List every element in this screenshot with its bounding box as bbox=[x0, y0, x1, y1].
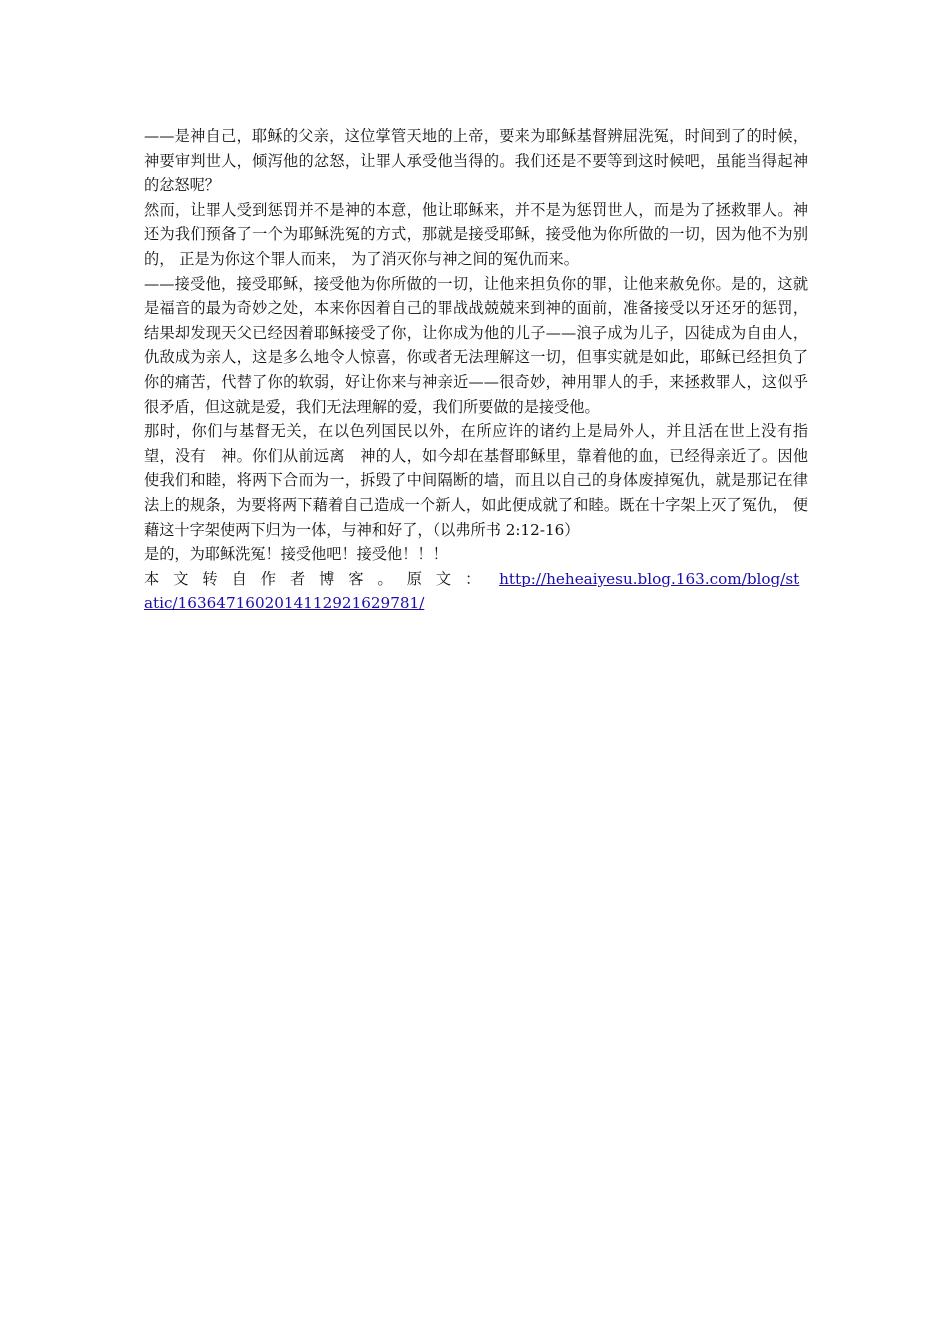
paragraph-exhortation: 是的，为耶稣洗冤！接受他吧！接受他！！！ bbox=[144, 545, 448, 564]
paragraph-salvation-purpose: 然而，让罪人受到惩罚并不是神的本意，他让耶稣来，并不是为惩罚世人，而是为了拯救罪人。神还为我们预备了一个为耶稣洗冤的方式，那就是接受耶稣，接受他为你所做的一切，因为他不为别的， 正是为你这个罪人而来， 为了消灭你与神之间的冤仇而来。 bbox=[144, 200, 808, 268]
paragraph-ephesians-quote: 那时，你们与基督无关，在以色列国民以外，在所应许的诸约上是局外人，并且活在世上没有指望，没有 神。你们从前远离 神的人，如今却在基督耶稣里，靠着他的血，已经得亲近了。因他使我们和睦，将两下合而为一，拆毁了中间隔断的墙，而且以自己的身体废掉冤仇，就是那记在律法上的规条，为要将两下藉着自己造成一个新人，如此便成就了和睦。既在十字架上灭了冤仇， 便藉这十字架使两下归为一体，与神和好了，（以弗所书 2:12-16） bbox=[144, 422, 808, 539]
source-attribution bbox=[144, 567, 808, 616]
document-body bbox=[144, 124, 808, 616]
paragraph-accept-jesus: ——接受他，接受耶稣，接受他为你所做的一切，让他来担负你的罪，让他来赦免你。是的，这就是福音的最为奇妙之处，本来你因着自己的罪战战兢兢来到神的面前，准备接受以牙还牙的惩罚，结果却发现天父已经因着耶稣接受了你，让你成为他的儿子——浪子成为儿子，囚徒成为自由人，仇敌成为亲人，这是多么地令人惊喜，你或者无法理解这一切，但事实就是如此，耶稣已经担负了你的痛苦，代替了你的软弱，好让你来与神亲近——很奇妙，神用罪人的手，来拯救罪人，这似乎很矛盾，但这就是爱，我们无法理解的爱，我们所要做的是接受他。 bbox=[144, 274, 808, 416]
source-link[interactable]: http://heheaiyesu.blog.163.com/blog/static/1636471602014112921629781/ bbox=[144, 569, 800, 613]
paragraph-judgment: ——是神自己，耶稣的父亲，这位掌管天地的上帝，要来为耶稣基督辨屈洗冤，时间到了的时候，神要审判世人，倾泻他的忿怒，让罪人承受他当得的。我们还是不要等到这时候吧，虽能当得起神的忿怒呢？ bbox=[144, 127, 808, 195]
source-label: 本文转自作者博客。原文： bbox=[144, 569, 495, 588]
